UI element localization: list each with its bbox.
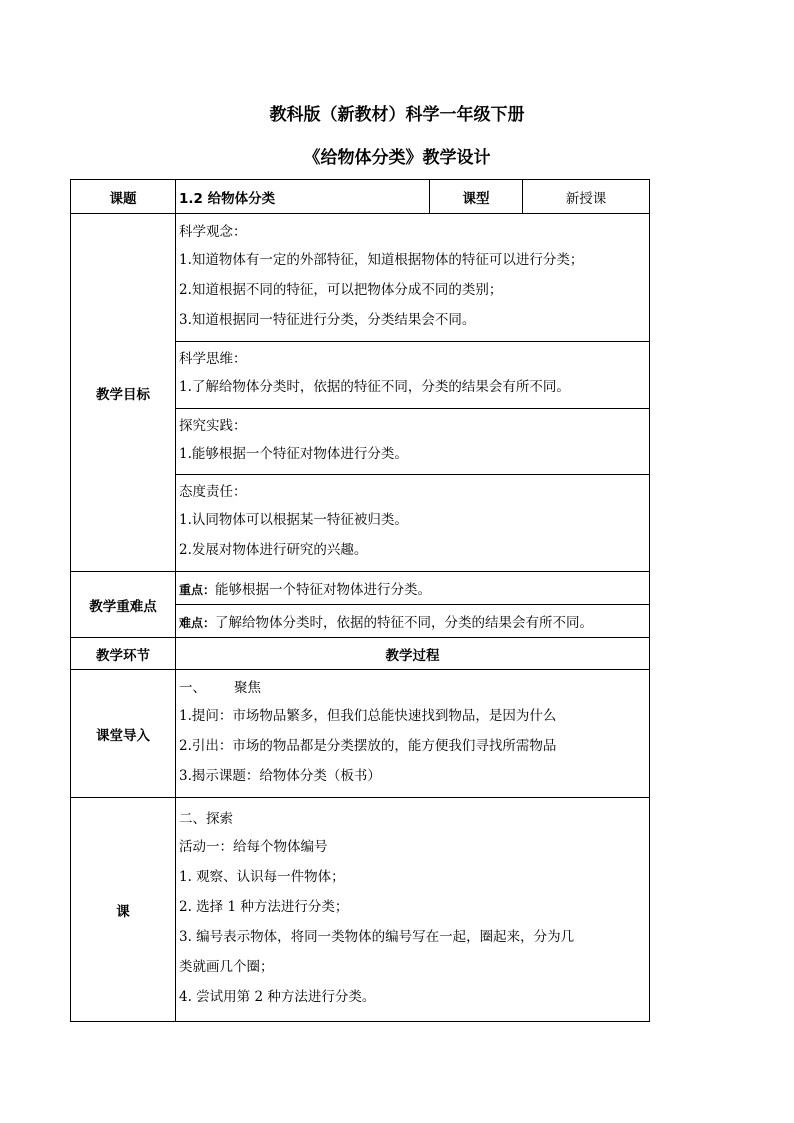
- explore-cell: [176, 798, 650, 1022]
- explore-item: 4. 尝试用第 2 种方法进行分类。: [179, 988, 376, 1005]
- inquiry-practice-item: 1.能够根据一个特征对物体进行分类。: [179, 445, 408, 462]
- inquiry-practice-cell: [176, 409, 650, 475]
- intro-heading: [179, 677, 646, 701]
- intro-label: 课堂导入: [71, 670, 176, 798]
- topic-value: 1.2 给物体分类: [176, 180, 430, 214]
- key-points-label: 教学重难点: [71, 572, 176, 638]
- difficult-point-text: 了解给物体分类时，依据的特征不同，分类的结果会有所不同。: [215, 615, 594, 631]
- intro-heading-text: 聚焦: [234, 679, 261, 696]
- attitude-item: 2.发展对物体进行研究的兴趣。: [179, 542, 368, 558]
- explore-label: 课: [71, 798, 176, 1022]
- key-point-row: [71, 572, 650, 605]
- lesson-type-label: 课型: [430, 180, 523, 214]
- objectives-label: 教学目标: [71, 214, 176, 572]
- science-concept-cell: [176, 214, 650, 342]
- science-concept-item: 3.知道根据同一特征进行分类，分类结果会不同。: [179, 311, 476, 328]
- science-concept-item: 1.知道物体有一定的外部特征，知道根据物体的特征可以进行分类；: [179, 251, 584, 268]
- key-point-text: 能够根据一个特征对物体进行分类。: [215, 582, 432, 598]
- intro-item: 3.揭示课题：给物体分类（板书）: [179, 767, 381, 784]
- attitude-item: 1.认同物体可以根据某一特征被归类。: [179, 512, 408, 528]
- attitude-heading: 态度责任：: [179, 484, 247, 500]
- key-point-cell: [176, 572, 650, 605]
- intro-item: 1.提问：市场物品繁多，但我们总能快速找到物品，是因为什么: [179, 707, 557, 724]
- explore-row: [71, 798, 650, 1022]
- science-thinking-cell: [176, 342, 650, 409]
- objective-concept-row: [71, 214, 650, 342]
- explore-item: 1. 观察、认识每一件物体；: [179, 868, 345, 885]
- key-point-prefix: 重点：: [179, 583, 216, 597]
- topic-label: 课题: [71, 180, 176, 214]
- science-thinking-item: 1.了解给物体分类时，依据的特征不同，分类的结果会有所不同。: [179, 379, 570, 395]
- intro-row: [71, 670, 650, 798]
- intro-cell: [176, 670, 650, 798]
- intro-heading-number: 一、: [179, 679, 206, 696]
- process-label: 教学过程: [176, 638, 650, 670]
- difficult-point-prefix: 难点：: [179, 616, 216, 630]
- difficult-point-cell: [176, 605, 650, 638]
- explore-item: 类就画几个圈；: [179, 958, 274, 975]
- explore-item: 2. 选择 1 种方法进行分类；: [179, 898, 349, 915]
- attitude-cell: [176, 475, 650, 572]
- topic-row: [71, 180, 650, 214]
- inquiry-practice-heading: 探究实践：: [179, 417, 247, 434]
- activity-title: 活动一：给每个物体编号: [179, 838, 328, 855]
- science-thinking-heading: 科学思维：: [179, 351, 247, 367]
- intro-item: 2.引出：市场的物品都是分类摆放的，能方便我们寻找所需物品: [179, 737, 557, 754]
- stage-label: 教学环节: [71, 638, 176, 670]
- lesson-type-value: 新授课: [523, 180, 650, 214]
- lesson-plan-table: [70, 179, 650, 1022]
- explore-heading: 二、探索: [179, 810, 233, 827]
- document-subtitle: 《给物体分类》教学设计: [303, 148, 491, 168]
- science-concept-heading: 科学观念：: [179, 223, 247, 240]
- process-header-row: [71, 638, 650, 670]
- document-title: 教科版（新教材）科学一年级下册: [269, 105, 525, 125]
- explore-item: 3. 编号表示物体，将同一类物体的编号写在一起，圈起来，分为几: [179, 928, 575, 945]
- science-concept-item: 2.知道根据不同的特征，可以把物体分成不同的类别；: [179, 281, 503, 298]
